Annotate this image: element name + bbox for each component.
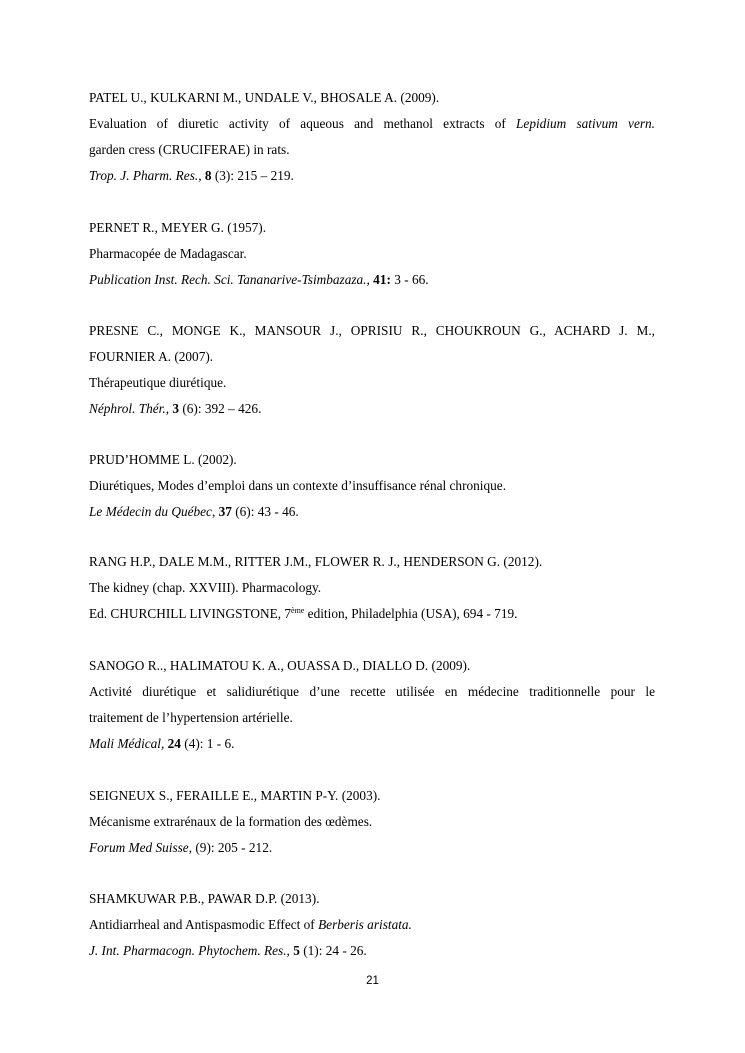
reference-title: Mécanisme extrarénaux de la formation des œdèmes. <box>89 814 373 829</box>
reference-entry <box>89 85 655 189</box>
reference-title: Activité diurétique et salidiurétique d’une recette utilisée en médecine traditionnelle pour le <box>89 684 655 699</box>
journal-volume: 41: <box>373 272 391 287</box>
reference-title: Pharmacopée de Madagascar. <box>89 246 247 261</box>
reference-authors: SANOGO R.., HALIMATOU K. A., OUASSA D., DIALLO D. (2009). <box>89 658 471 673</box>
journal-volume: 8 <box>204 168 212 183</box>
reference-source <box>89 731 655 757</box>
reference-entry <box>89 215 655 293</box>
reference-source: Ed. CHURCHILL LIVINGSTONE, 7ème edition, Philadelphia (USA), 694 - 719. <box>89 606 518 621</box>
journal-pages: (3): 215 – 219. <box>211 168 294 183</box>
species-name: Berberis aristata. <box>318 917 412 932</box>
reference-source <box>89 835 655 861</box>
edition-superscript: ème <box>291 606 305 615</box>
reference-title: Thérapeutique diurétique. <box>89 375 227 390</box>
reference-title: The kidney (chap. XXVIII). Pharmacology. <box>89 580 322 595</box>
reference-entry <box>89 653 655 757</box>
journal-name: J. Int. Pharmacogn. Phytochem. Res., <box>89 943 290 958</box>
reference-title: Diurétiques, Modes d’emploi dans un contexte d’insuffisance rénal chronique. <box>89 478 507 493</box>
reference-source: Néphrol. Thér., 3 (6): 392 – 426. <box>89 401 262 416</box>
journal-pages: (6): 43 - 46. <box>231 504 299 519</box>
reference-authors-continued: FOURNIER A. (2007). <box>89 349 214 364</box>
journal-pages: (1): 24 - 26. <box>299 943 367 958</box>
reference-entry <box>89 783 655 861</box>
reference-authors: SEIGNEUX S., FERAILLE E., MARTIN P-Y. (2003). <box>89 788 381 803</box>
journal-volume: 3 <box>172 401 180 416</box>
journal-volume: 24 <box>167 736 181 751</box>
journal-name: Le Médecin du Québec <box>89 504 212 519</box>
reference-title-continued: garden cress (CRUCIFERAE) in rats. <box>89 142 290 157</box>
journal-name: Mali Médical, <box>89 736 165 751</box>
journal-pages: (4): 1 - 6. <box>180 736 235 751</box>
reference-title: Evaluation of diuretic activity of aqueous and methanol extracts of Lepidium sativum vern. <box>89 116 655 131</box>
reference-source <box>89 938 655 964</box>
reference-source: Le Médecin du Québec, 37 (6): 43 - 46. <box>89 504 299 519</box>
reference-authors: SHAMKUWAR P.B., PAWAR D.P. (2013). <box>89 891 320 906</box>
reference-source <box>89 163 655 189</box>
journal-name: Néphrol. Thér. <box>89 401 166 416</box>
reference-title-continued: traitement de l’hypertension artérielle. <box>89 710 293 725</box>
reference-source <box>89 267 655 293</box>
journal-pages: (6): 392 – 426. <box>179 401 262 416</box>
journal-name: Publication Inst. Rech. Sci. Tananarive-Tsimbazaza., <box>89 272 370 287</box>
reference-entry <box>89 318 655 422</box>
reference-authors: RANG H.P., DALE M.M., RITTER J.M., FLOWER R. J., HENDERSON G. (2012). <box>89 554 543 569</box>
reference-entry <box>89 447 655 525</box>
journal-volume: 37 <box>218 504 232 519</box>
journal-name: Trop. J. Pharm. Res., <box>89 168 202 183</box>
journal-pages: , (9): 205 - 212. <box>188 840 273 855</box>
journal-name: Forum Med Suisse <box>89 840 189 855</box>
journal-pages: 3 - 66. <box>390 272 429 287</box>
reference-title: Antidiarrheal and Antispasmodic Effect of Berberis aristata. <box>89 917 412 932</box>
reference-entry <box>89 886 655 964</box>
species-name: Lepidium sativum vern. <box>516 116 655 131</box>
journal-volume: 5 <box>293 943 300 958</box>
reference-entry <box>89 549 655 627</box>
reference-authors: PERNET R., MEYER G. (1957). <box>89 220 267 235</box>
reference-authors: PATEL U., KULKARNI M., UNDALE V., BHOSALE A. (2009). <box>89 90 440 105</box>
reference-authors: PRUD’HOMME L. (2002). <box>89 452 237 467</box>
reference-authors: PRESNE C., MONGE K., MANSOUR J., OPRISIU R., CHOUKROUN G., ACHARD J. M., <box>89 323 655 338</box>
page-number: 21 <box>366 975 379 987</box>
